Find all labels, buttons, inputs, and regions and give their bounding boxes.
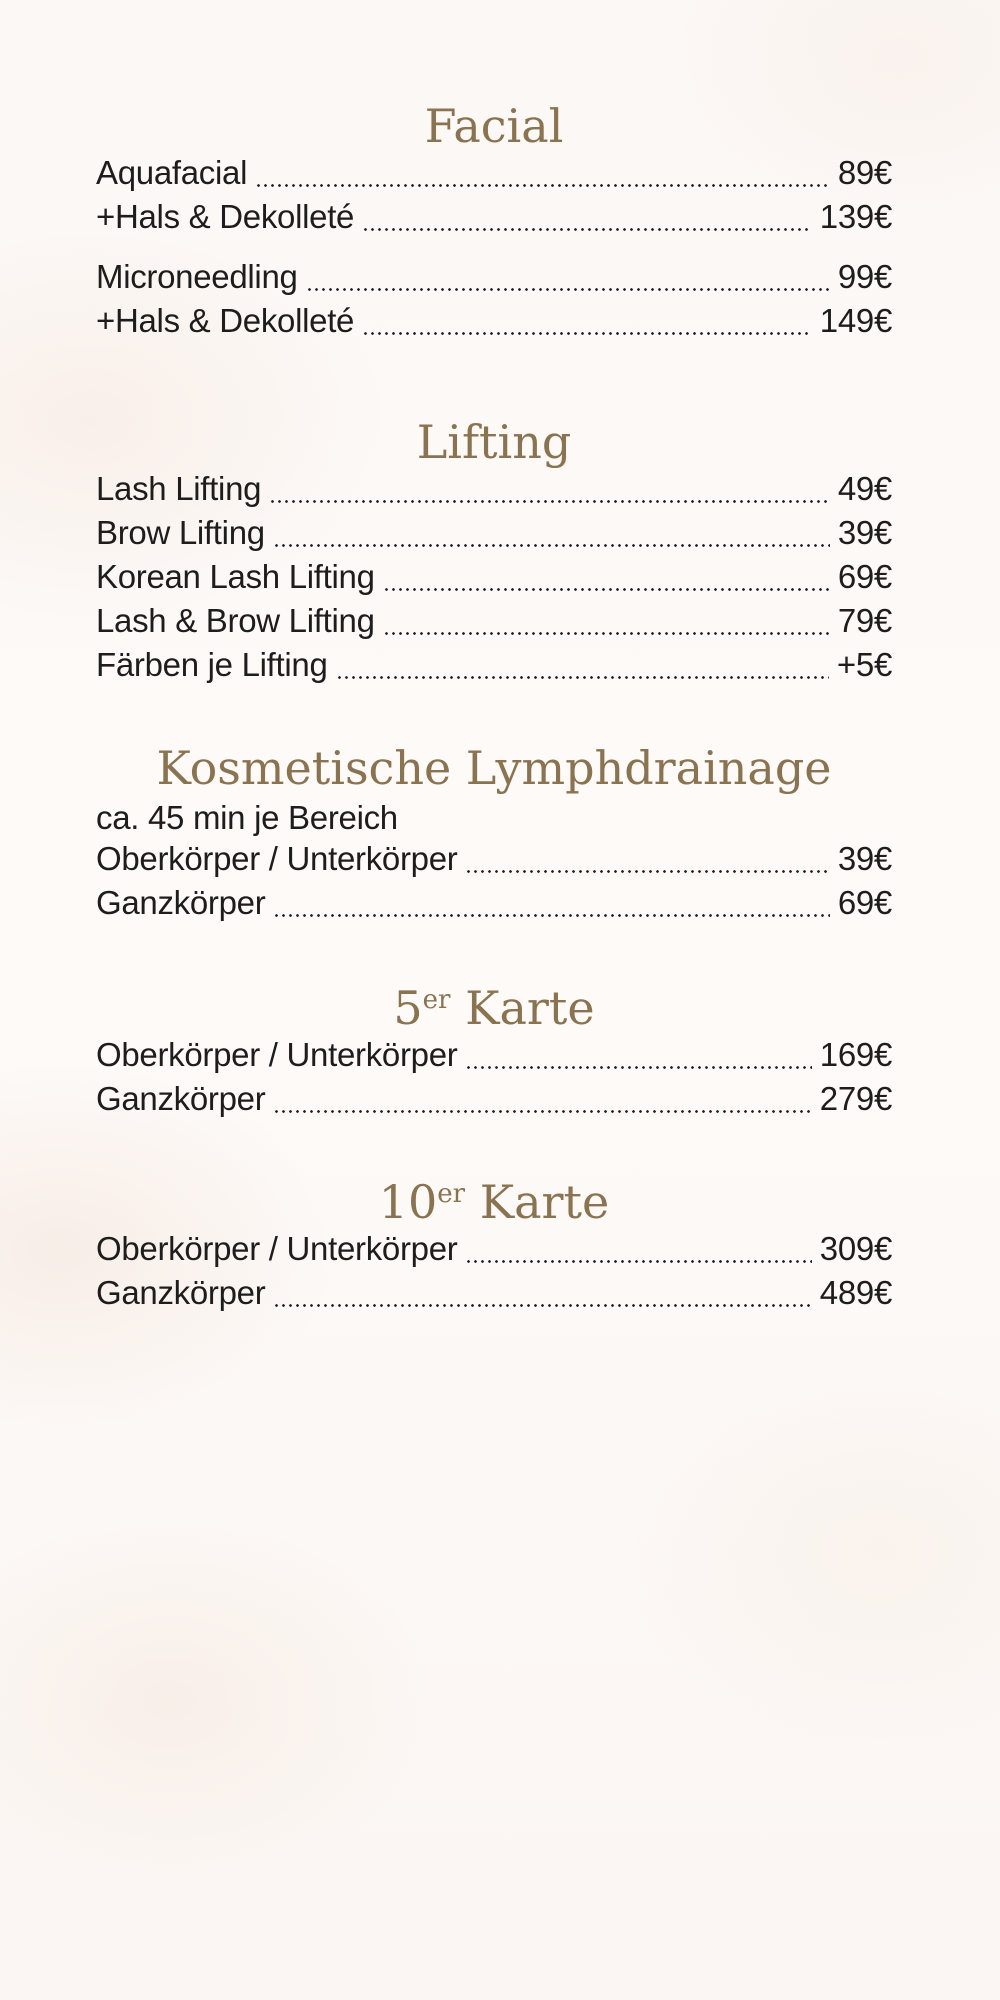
item-name: Färben je Lifting (96, 646, 328, 683)
lymph-items (96, 840, 892, 928)
item-name: Lash & Brow Lifting (96, 602, 375, 639)
price-row-brow-lifting (96, 514, 892, 558)
card-word: Karte (465, 1175, 610, 1229)
item-name: Oberkörper / Unterkörper (96, 1230, 458, 1267)
card-number: 10 (378, 1175, 438, 1229)
item-name: Oberkörper / Unterkörper (96, 840, 458, 877)
card-suffix: er (422, 984, 451, 1015)
item-price: 39€ (837, 840, 892, 877)
item-price: 69€ (837, 558, 892, 595)
price-row-microneedling (96, 258, 892, 302)
section-lifting (96, 414, 892, 690)
dot-leader (269, 500, 830, 503)
card-number: 5 (393, 981, 423, 1035)
duration-note: ca. 45 min je Bereich (96, 799, 398, 836)
section-lymphdrainage (96, 740, 892, 928)
dot-leader (273, 1304, 811, 1307)
price-row-ganzkoerper (96, 1080, 892, 1124)
item-price: 79€ (837, 602, 892, 639)
section-title-lymphdrainage: Kosmetische Lymphdrainage (156, 741, 832, 795)
dot-leader (362, 332, 812, 335)
card-word: Karte (450, 981, 595, 1035)
dot-leader (383, 632, 830, 635)
item-price: 309€ (819, 1230, 892, 1267)
item-price: 99€ (837, 258, 892, 295)
ten-card-items (96, 1230, 892, 1318)
item-name: Microneedling (96, 258, 298, 295)
dot-leader (465, 1260, 811, 1263)
lifting-items (96, 470, 892, 690)
item-name: Ganzkörper (96, 1274, 266, 1311)
section-title-lifting: Lifting (416, 415, 572, 469)
price-row-aquafacial-hals (96, 198, 892, 242)
item-name: Ganzkörper (96, 884, 266, 921)
five-card-items (96, 1036, 892, 1124)
dot-leader (255, 184, 830, 187)
section-5er-karte (96, 980, 892, 1124)
item-name: Aquafacial (96, 154, 248, 191)
dot-leader (273, 914, 829, 917)
section-facial (96, 98, 892, 346)
item-name: +Hals & Dekolleté (96, 198, 355, 235)
price-row-ganzkoerper (96, 884, 892, 928)
dot-leader (362, 228, 812, 231)
item-price: 169€ (819, 1036, 892, 1073)
price-row-lash-brow-lifting (96, 602, 892, 646)
item-price: 39€ (837, 514, 892, 551)
dot-leader (273, 1110, 811, 1113)
item-price: 149€ (819, 302, 892, 339)
item-name: +Hals & Dekolleté (96, 302, 355, 339)
item-name: Brow Lifting (96, 514, 265, 551)
item-price: 279€ (819, 1080, 892, 1117)
dot-leader (465, 870, 829, 873)
dot-leader (465, 1066, 811, 1069)
item-price: 489€ (819, 1274, 892, 1311)
item-price: 49€ (837, 470, 892, 507)
section-10er-karte (96, 1174, 892, 1318)
item-price: 69€ (837, 884, 892, 921)
dot-leader (336, 676, 829, 679)
price-row-korean-lash-lifting (96, 558, 892, 602)
section-title-5er-karte (96, 980, 892, 1036)
item-price: 139€ (819, 198, 892, 235)
card-suffix: er (437, 1178, 466, 1209)
price-row-ganzkoerper (96, 1274, 892, 1318)
item-name: Oberkörper / Unterkörper (96, 1036, 458, 1073)
dot-leader (306, 288, 830, 291)
item-name: Lash Lifting (96, 470, 262, 507)
price-row-microneedling-hals (96, 302, 892, 346)
price-row-ober-unterkoerper (96, 1230, 892, 1274)
dot-leader (383, 588, 830, 591)
price-row-ober-unterkoerper (96, 840, 892, 884)
price-row-lash-lifting (96, 470, 892, 514)
spacer (96, 242, 892, 258)
item-price: 89€ (837, 154, 892, 191)
section-title-10er-karte (96, 1174, 892, 1230)
price-row-ober-unterkoerper (96, 1036, 892, 1080)
dot-leader (273, 544, 830, 547)
item-price: +5€ (836, 646, 892, 683)
section-title-facial: Facial (424, 99, 564, 153)
facial-items (96, 154, 892, 346)
item-name: Ganzkörper (96, 1080, 266, 1117)
item-name: Korean Lash Lifting (96, 558, 375, 595)
price-row-aquafacial (96, 154, 892, 198)
price-row-faerben-je-lifting (96, 646, 892, 690)
